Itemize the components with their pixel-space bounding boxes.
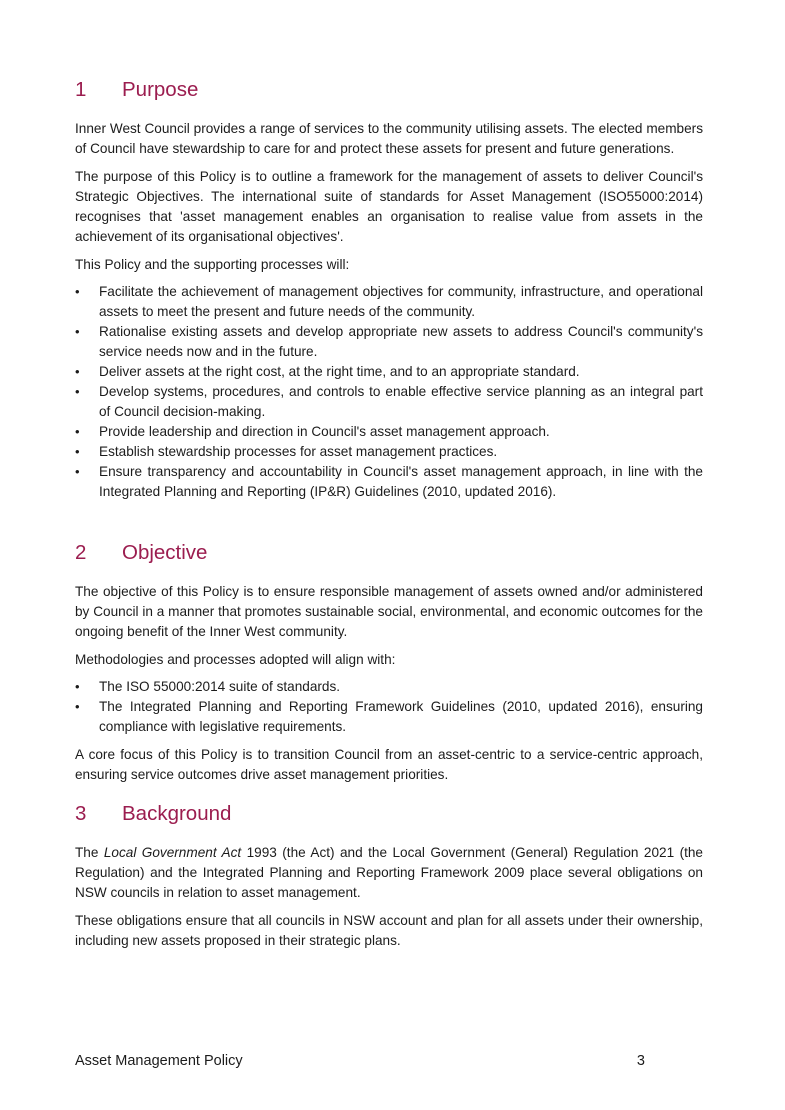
section-2-heading — [75, 540, 703, 566]
section-1-paragraph-3: This Policy and the supporting processes will: — [75, 257, 350, 272]
section-number: 2 — [75, 541, 87, 564]
section-number: 3 — [75, 802, 87, 825]
section-title: Background — [122, 802, 232, 825]
act-title-italic: Local Government Act — [103, 845, 242, 860]
list-item: • Establish stewardship processes for asset management practices. — [75, 442, 703, 462]
section-2-paragraph-1: The objective of this Policy is to ensure responsible management of assets owned and/or administered by Council in a manner that promotes sustainable social, environmental, and economic outcomes for the ongoing benefit of the Inner West community. — [75, 584, 703, 639]
list-item: • Deliver assets at the right cost, at the right time, and to an appropriate standard. — [75, 362, 703, 382]
list-item: • Provide leadership and direction in Council's asset management approach. — [75, 422, 703, 442]
section-1-bullet-list — [75, 282, 703, 502]
footer-document-title: Asset Management Policy — [75, 1053, 243, 1069]
list-item: • Develop systems, procedures, and controls to enable effective service planning as an integral part of Council decision-making. — [75, 382, 703, 422]
section-3-paragraph-2: These obligations ensure that all councils in NSW account and plan for all assets under their ownership, including new assets proposed in their strategic plans. — [75, 913, 703, 948]
section-1-paragraph-1: Inner West Council provides a range of services to the community utilising assets. The elected members of Council have stewardship to care for and protect these assets for present and future generations. — [75, 121, 703, 156]
list-item: • Ensure transparency and accountability in Council's asset management approach, in line with the Integrated Planning and Reporting (IP&R) Guidelines (2010, updated 2016). — [75, 462, 703, 502]
text-run: 1993 (the Act) and the Local Government (General) Regulation 2021 (the Regulation) and the Integrated Planning and Reporting Framework 2009 place several obligations on NSW councils in relation to asset management. — [75, 845, 703, 900]
section-3-heading — [75, 801, 703, 827]
list-item: • The ISO 55000:2014 suite of standards. — [75, 677, 703, 697]
section-2-paragraph-2: Methodologies and processes adopted will align with: — [75, 652, 396, 667]
page-footer — [75, 1053, 645, 1069]
section-title: Purpose — [122, 78, 199, 101]
section-1-paragraph-2: The purpose of this Policy is to outline a framework for the management of assets to deliver Council's Strategic Objectives. The international suite of standards for Asset Management (ISO55000:2014) recognises that 'asset management enables an organisation to realise value from assets in the achievement of its organisational objectives'. — [75, 169, 703, 244]
section-3-paragraph-1 — [75, 843, 703, 903]
list-item: • The Integrated Planning and Reporting Framework Guidelines (2010, updated 2016), ensuring compliance with legislative requirements. — [75, 697, 703, 737]
section-2-bullet-list — [75, 677, 703, 737]
section-number: 1 — [75, 78, 87, 101]
section-title: Objective — [122, 541, 208, 564]
text-run: The — [75, 845, 104, 860]
list-item: • Facilitate the achievement of management objectives for community, infrastructure, and operational assets to meet the present and future needs of the community. — [75, 282, 703, 322]
list-item: • Rationalise existing assets and develop appropriate new assets to address Council's community's service needs now and in the future. — [75, 322, 703, 362]
page-content — [75, 77, 703, 951]
section-2-paragraph-3: A core focus of this Policy is to transition Council from an asset-centric to a service-centric approach, ensuring service outcomes drive asset management priorities. — [75, 747, 703, 782]
page-number: 3 — [636, 1053, 645, 1069]
section-1-heading — [75, 77, 703, 103]
